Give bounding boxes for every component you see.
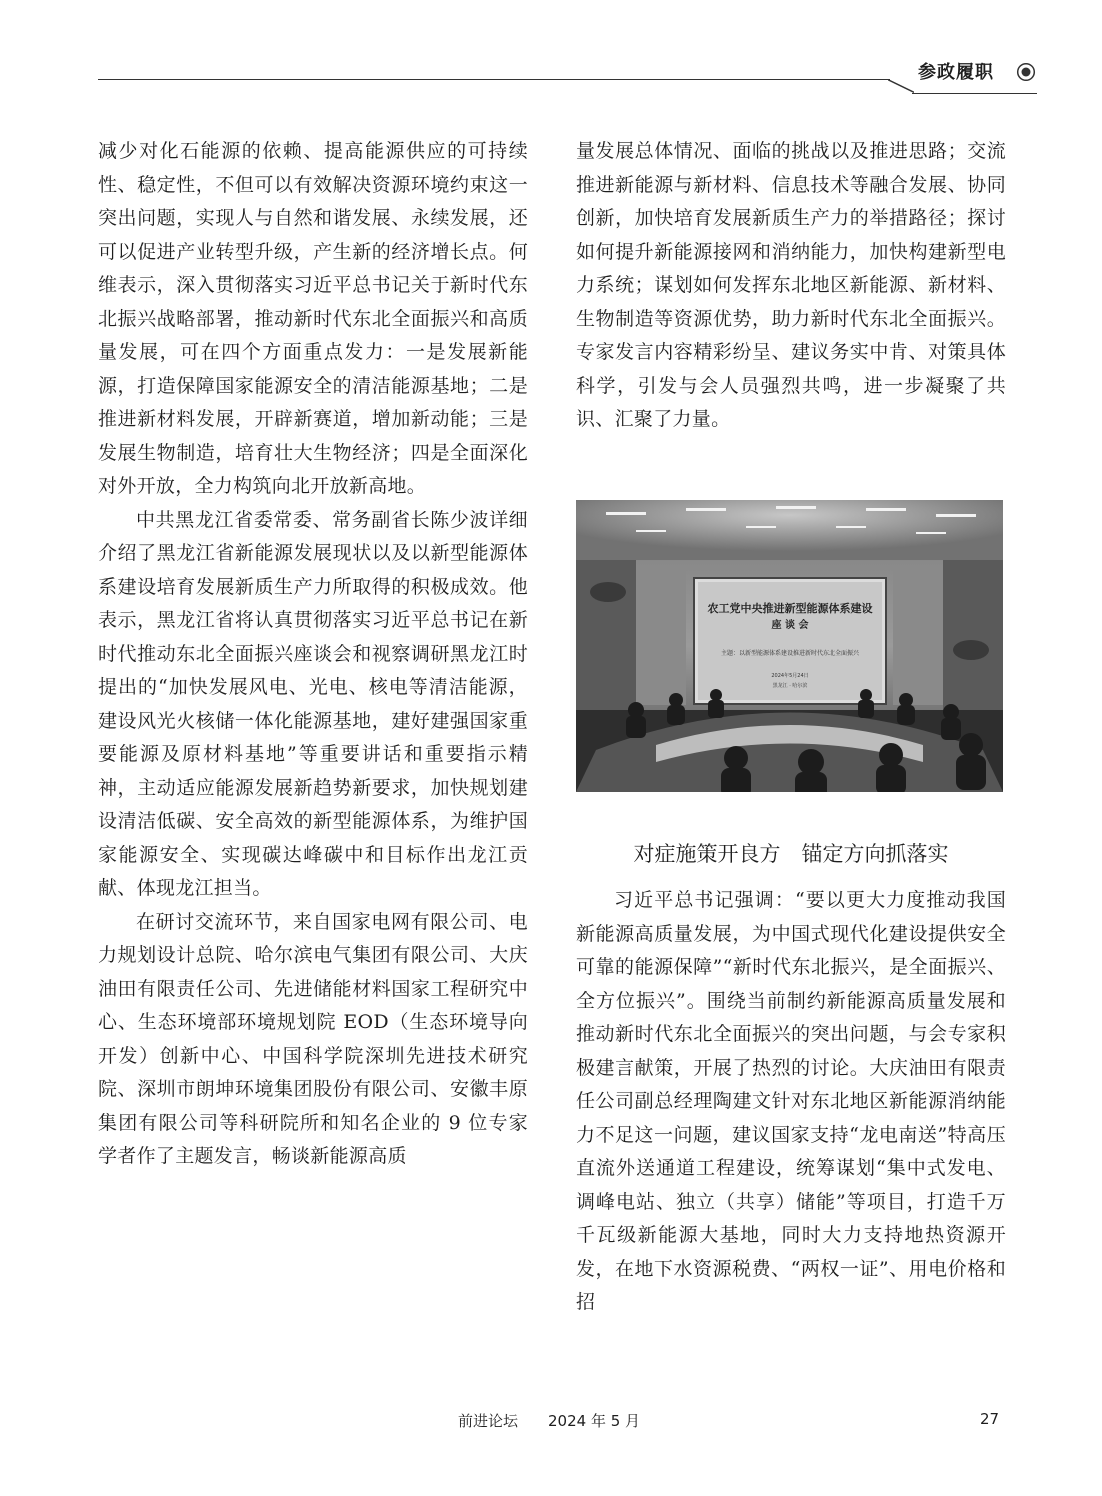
footer-date: 2024 年 5 月 [548,1412,641,1430]
screen-theme: 主题：以新型能源体系建设推进新时代东北全面振兴 [720,650,860,657]
body-paragraph: 习近平总书记强调：“要以更大力度推动我国新能源高质量发展，为中国式现代化建设提供安全可靠的能源保障”“新时代东北振兴，是全面振兴、全方位振兴”。围绕当前制约新能源高质量发展和推动新时代东北全面振兴的突出问题，与会专家积极建言献策，开展了热烈的讨论。大庆油田有限责任公司副总经理陶建文针对东北地区新能源消纳能力不足这一问题，建议国家支持“龙电南送”特高压直流外送通道工程建设，统筹谋划“集中式发电、调峰电站、独立（共享）储能”等项目，打造千万千瓦级新能源大基地，同时大力支持地热资源开发，在地下水资源税费、“两权一证”、用电价格和招 [576,889,1006,1313]
header-rule-right [912,93,1037,94]
screen-place: 黑龙江 · 哈尔滨 [772,683,808,689]
right-column-top [576,135,1006,437]
right-column-bottom [576,884,1006,1320]
body-paragraph: 减少对化石能源的依赖、提高能源供应的可持续性、稳定性，不但可以有效解决资源环境约束这一突出问题，实现人与自然和谐发展、永续发展，还可以促进产业转型升级，产生新的经济增长点。何维表示，深入贯彻落实习近平总书记关于新时代东北振兴战略部署，推动新时代东北全面振兴和高质量发展，可在四个方面重点发力：一是发展新能源，打造保障国家能源安全的清洁能源基地；二是推进新材料发展，开辟新赛道，增加新动能；三是发展生物制造，培育壮大生物经济；四是全面深化对外开放，全力构筑向北开放新高地。 [98,140,528,497]
section-title: 参政履职 [918,62,994,83]
screen-title: 农工党中央推进新型能源体系建设 [707,602,873,615]
header-rule [98,79,890,80]
header-rule-bend [888,79,914,93]
left-column [98,135,528,1174]
footer-publication: 前进论坛 [458,1412,519,1430]
meeting-photo [576,500,1003,792]
screen-date: 2024年5月24日 [771,673,809,679]
bullseye-icon [1016,62,1036,82]
body-paragraph: 中共黑龙江省委常委、常务副省长陈少波详细介绍了黑龙江省新能源发展现状以及以新型能源体系建设培育发展新质生产力所取得的积极成效。他表示，黑龙江省将认真贯彻落实习近平总书记在新时代推动东北全面振兴座谈会和视察调研黑龙江时提出的“加快发展风电、光电、核电等清洁能源，建设风光火核储一体化能源基地，建好建强国家重要能源及原材料基地”等重要讲话和重要指示精神，主动适应能源发展新趋势新要求，加快规划建设清洁低碳、安全高效的新型能源体系，为维护国家能源安全、实现碳达峰碳中和目标作出龙江贡献、体现龙江担当。 [98,508,528,899]
page-number: 27 [980,1410,1000,1428]
subheading: 对症施策开良方 锚定方向抓落实 [633,842,949,866]
body-paragraph: 量发展总体情况、面临的挑战以及推进思路；交流推进新能源与新材料、信息技术等融合发展、协同创新，加快培育发展新质生产力的举措路径；探讨如何提升新能源接网和消纳能力，加快构建新型电力系统；谋划如何发挥东北地区新能源、新材料、生物制造等资源优势，助力新时代东北全面振兴。专家发言内容精彩纷呈、建议务实中肯、对策具体科学，引发与会人员强烈共鸣，进一步凝聚了共识、汇聚了力量。 [576,140,1006,430]
screen-subtitle: 座 谈 会 [771,620,809,631]
body-paragraph: 在研讨交流环节，来自国家电网有限公司、电力规划设计总院、哈尔滨电气集团有限公司、大庆油田有限责任公司、先进储能材料国家工程研究中心、生态环境部环境规划院 EOD（生态环境导向开发）创新中心、中国科学院深圳先进技术研究院、深圳市朗坤环境集团股份有限公司、安徽丰原集团有限公司等科研院所和知名企业的 9 位专家学者作了主题发言，畅谈新能源高质 [98,910,528,1167]
